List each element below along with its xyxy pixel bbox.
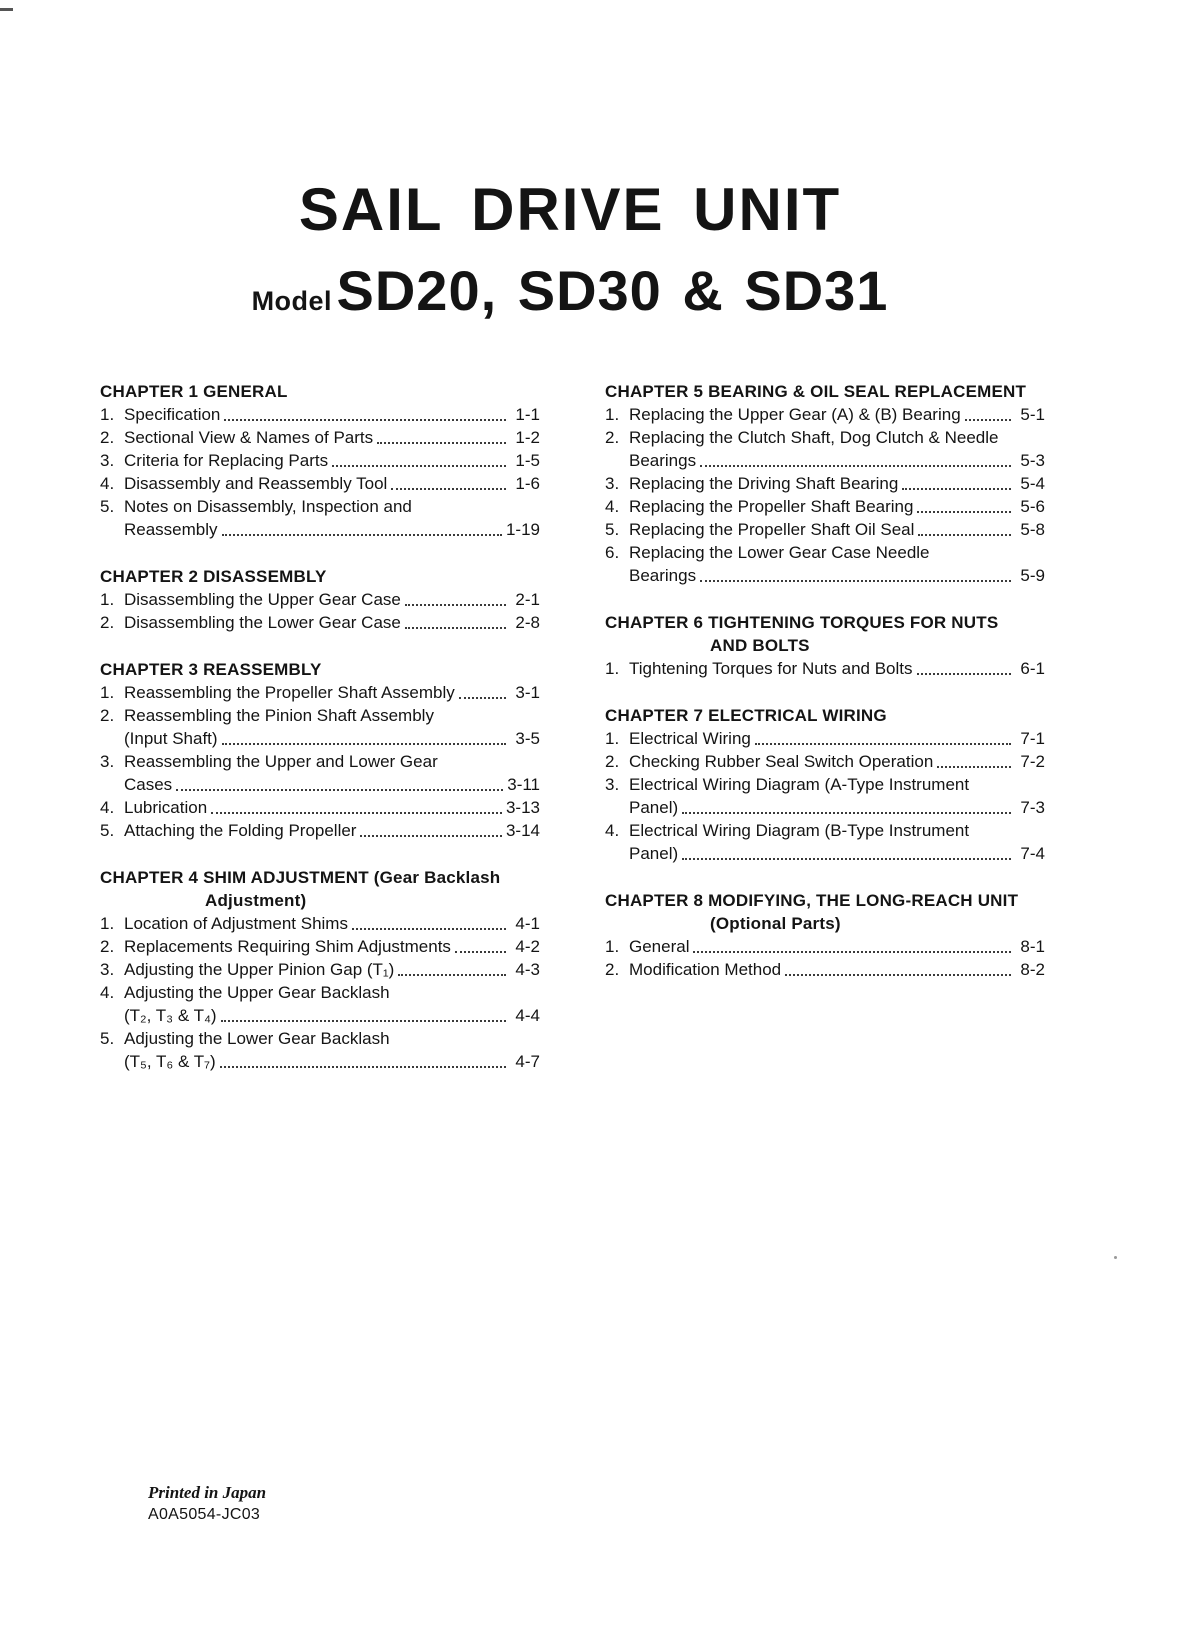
toc-chapter: [605, 889, 1045, 981]
chapter-heading: CHAPTER 7 ELECTRICAL WIRING: [605, 706, 887, 725]
chapter-heading: CHAPTER 4 SHIM ADJUSTMENT (Gear Backlash: [100, 868, 501, 887]
dotted-leader: [689, 935, 1015, 958]
entry-text: Replacements Requiring Shim Adjustments: [124, 937, 451, 956]
dotted-leader: [961, 403, 1015, 426]
toc-entry-line: [100, 681, 540, 704]
model-line: [0, 258, 1140, 323]
dotted-leader: [218, 518, 506, 541]
dotted-leader: [356, 819, 505, 842]
entry-text: Bearings: [629, 566, 697, 585]
entry-number: 2.: [605, 428, 620, 447]
entry-text: Disassembling the Lower Gear Case: [124, 613, 401, 632]
entry-text: Criteria for Replacing Parts: [124, 451, 329, 470]
entry-text: Adjusting the Upper Gear Backlash: [124, 983, 390, 1002]
toc-entry-line: [100, 704, 540, 727]
page-number: 1-5: [515, 451, 540, 470]
entry-text: Electrical Wiring: [629, 729, 751, 748]
toc-chapter: [100, 380, 540, 541]
dotted-leader: [217, 1004, 510, 1027]
dotted-leader: [401, 611, 510, 634]
toc-entry-line: [605, 958, 1045, 981]
entry-text: General: [629, 937, 690, 956]
toc-entry-line: [100, 1027, 540, 1050]
toc-entry-line: [605, 495, 1045, 518]
entry-number: 3.: [100, 960, 115, 979]
page-number: 4-1: [515, 914, 540, 933]
toc-chapter: [100, 866, 540, 1073]
dotted-leader: [216, 1050, 510, 1073]
entry-number: 2.: [100, 706, 115, 725]
toc-entry-line: [605, 842, 1045, 865]
entry-number: 5.: [100, 821, 115, 840]
document-title: SAIL DRIVE UNIT: [298, 176, 842, 243]
chapter-heading: CHAPTER 3 REASSEMBLY: [100, 660, 322, 679]
dotted-leader: [696, 449, 1015, 472]
dotted-leader: [328, 449, 510, 472]
title-block: [0, 178, 1140, 323]
entry-number: 3.: [100, 451, 115, 470]
footer: [148, 1482, 266, 1526]
entry-text: Notes on Disassembly, Inspection and: [124, 497, 412, 516]
entry-text: Attaching the Folding Propeller: [124, 821, 357, 840]
chapter-heading: CHAPTER 1 GENERAL: [100, 382, 288, 401]
page-number: 6-1: [1020, 659, 1045, 678]
model-label: Model: [251, 286, 333, 316]
chapter-heading: (Optional Parts): [710, 914, 841, 933]
entry-text: (Input Shaft): [124, 729, 218, 748]
toc-chapter: [100, 658, 540, 842]
entry-number: 3.: [605, 474, 620, 493]
entry-number: 3.: [605, 775, 620, 794]
entry-number: 2.: [100, 937, 115, 956]
toc-entry-line: [605, 727, 1045, 750]
toc-entry-line: [100, 403, 540, 426]
dotted-leader: [914, 518, 1015, 541]
page-number: 4-4: [515, 1006, 540, 1025]
dotted-leader: [207, 796, 506, 819]
entry-text: Replacing the Propeller Shaft Oil Seal: [629, 520, 915, 539]
page-number: 3-1: [515, 683, 540, 702]
entry-number: 1.: [605, 405, 620, 424]
dotted-leader: [898, 472, 1015, 495]
dotted-leader: [220, 403, 510, 426]
entry-text: Tightening Torques for Nuts and Bolts: [629, 659, 913, 678]
dotted-leader: [348, 912, 510, 935]
toc: [100, 380, 1045, 1097]
toc-entry-line: [605, 541, 1045, 564]
entry-text: Adjusting the Upper Pinion Gap (T₁): [124, 960, 395, 979]
page-number: 8-2: [1020, 960, 1045, 979]
dotted-leader: [401, 588, 510, 611]
toc-entry-line: [100, 935, 540, 958]
page-number: 3-11: [507, 775, 540, 794]
entry-text: Panel): [629, 798, 679, 817]
model-numbers: SD20, SD30 & SD31: [336, 259, 889, 322]
toc-entry-line: [100, 1004, 540, 1027]
page-number: 5-1: [1020, 405, 1045, 424]
page-number: 5-6: [1020, 497, 1045, 516]
entry-number: 6.: [605, 543, 620, 562]
entry-text: Replacing the Propeller Shaft Bearing: [629, 497, 914, 516]
entry-text: Replacing the Clutch Shaft, Dog Clutch & Needle: [629, 428, 999, 447]
entry-number: 1.: [100, 405, 115, 424]
entry-number: 1.: [100, 914, 115, 933]
entry-number: 1.: [605, 937, 620, 956]
dotted-leader: [913, 657, 1016, 680]
toc-entry-line: [605, 796, 1045, 819]
entry-text: Reassembly: [124, 520, 218, 539]
toc-entry-line: [100, 611, 540, 634]
page-number: 4-3: [515, 960, 540, 979]
page-number: 5-4: [1020, 474, 1045, 493]
toc-entry-line: [605, 819, 1045, 842]
entry-text: Replacing the Driving Shaft Bearing: [629, 474, 899, 493]
page-number: 1-19: [505, 520, 540, 539]
page-number: 7-2: [1020, 752, 1045, 771]
toc-entry-line: [605, 426, 1045, 449]
chapter-heading: CHAPTER 5 BEARING & OIL SEAL REPLACEMENT: [605, 382, 1027, 401]
page-number: 4-2: [515, 937, 540, 956]
entry-number: 1.: [100, 590, 115, 609]
entry-text: Modification Method: [629, 960, 782, 979]
entry-number: 4.: [100, 798, 115, 817]
scan-artifact-dash: [0, 8, 13, 11]
toc-entry-line: [100, 912, 540, 935]
entry-text: Cases: [124, 775, 173, 794]
page-number: 7-1: [1020, 729, 1045, 748]
toc-entry-line: [605, 773, 1045, 796]
entry-text: Adjusting the Lower Gear Backlash: [124, 1029, 390, 1048]
page-number: 3-5: [515, 729, 540, 748]
entry-text: (T₂, T₃ & T₄): [124, 1006, 217, 1025]
page-number: 5-8: [1020, 520, 1045, 539]
entry-number: 1.: [605, 729, 620, 748]
toc-entry-line: [605, 750, 1045, 773]
entry-number: 1.: [605, 659, 620, 678]
toc-entry-line: [100, 750, 540, 773]
toc-chapter: [100, 565, 540, 634]
entry-number: 5.: [100, 1029, 115, 1048]
toc-entry-line: [100, 981, 540, 1004]
dotted-leader: [751, 727, 1015, 750]
dotted-leader: [394, 958, 510, 981]
page-number: 2-8: [515, 613, 540, 632]
toc-entry-line: [100, 426, 540, 449]
page-number: 1-6: [515, 474, 540, 493]
printed-in-japan-text: Printed in Japan: [148, 1483, 267, 1502]
toc-entry-line: [100, 958, 540, 981]
dotted-leader: [913, 495, 1015, 518]
toc-entry-line: [100, 773, 540, 796]
page-number: 4-7: [515, 1052, 540, 1071]
entry-number: 1.: [100, 683, 115, 702]
dotted-leader: [678, 842, 1015, 865]
entry-number: 3.: [100, 752, 115, 771]
chapter-heading: AND BOLTS: [710, 636, 810, 655]
entry-text: Reassembling the Propeller Shaft Assembly: [124, 683, 455, 702]
dotted-leader: [933, 750, 1015, 773]
entry-text: Sectional View & Names of Parts: [124, 428, 374, 447]
dotted-leader: [781, 958, 1015, 981]
entry-number: 4.: [100, 983, 115, 1002]
entry-text: Location of Adjustment Shims: [124, 914, 348, 933]
toc-entry-line: [100, 819, 540, 842]
toc-entry-line: [100, 1050, 540, 1073]
page-number: 7-3: [1020, 798, 1045, 817]
entry-number: 2.: [605, 752, 620, 771]
document-code: A0A5054-JC03: [148, 1506, 261, 1523]
entry-text: Lubrication: [124, 798, 208, 817]
toc-entry-line: [100, 449, 540, 472]
page-number: 3-13: [505, 798, 540, 817]
toc-entry-line: [605, 935, 1045, 958]
entry-text: (T₅, T₆ & T₇): [124, 1052, 216, 1071]
entry-text: Replacing the Upper Gear (A) & (B) Bearing: [629, 405, 961, 424]
page-number: 7-4: [1020, 844, 1045, 863]
entry-text: Checking Rubber Seal Switch Operation: [629, 752, 934, 771]
entry-number: 4.: [605, 821, 620, 840]
scan-artifact-dot: [1114, 1256, 1117, 1259]
dotted-leader: [696, 564, 1015, 587]
toc-chapter: [605, 704, 1045, 865]
toc-chapter: [605, 611, 1045, 680]
toc-entry-line: [100, 588, 540, 611]
entry-number: 5.: [605, 520, 620, 539]
toc-entry-line: [100, 518, 540, 541]
page-number: 5-9: [1020, 566, 1045, 585]
page-number: 5-3: [1020, 451, 1045, 470]
toc-column-left: [100, 380, 540, 1097]
toc-entry-line: [100, 495, 540, 518]
entry-number: 2.: [605, 960, 620, 979]
toc-entry-line: [605, 403, 1045, 426]
entry-text: Disassembling the Upper Gear Case: [124, 590, 401, 609]
entry-number: 4.: [605, 497, 620, 516]
entry-number: 2.: [100, 613, 115, 632]
chapter-heading: CHAPTER 2 DISASSEMBLY: [100, 567, 327, 586]
dotted-leader: [373, 426, 510, 449]
toc-entry-line: [605, 564, 1045, 587]
chapter-heading: CHAPTER 8 MODIFYING, THE LONG-REACH UNIT: [605, 891, 1019, 910]
page-number: 3-14: [505, 821, 540, 840]
entry-text: Panel): [629, 844, 679, 863]
page-number: 8-1: [1020, 937, 1045, 956]
entry-text: Disassembly and Reassembly Tool: [124, 474, 388, 493]
entry-text: Reassembling the Upper and Lower Gear: [124, 752, 438, 771]
toc-entry-line: [605, 472, 1045, 495]
toc-entry-line: [605, 518, 1045, 541]
chapter-heading: Adjustment): [205, 891, 307, 910]
dotted-leader: [172, 773, 507, 796]
chapter-heading: CHAPTER 6 TIGHTENING TORQUES FOR NUTS: [605, 613, 999, 632]
entry-number: 5.: [100, 497, 115, 516]
entry-text: Reassembling the Pinion Shaft Assembly: [124, 706, 434, 725]
dotted-leader: [455, 681, 510, 704]
dotted-leader: [678, 796, 1015, 819]
page-number: 1-1: [515, 405, 540, 424]
entry-text: Electrical Wiring Diagram (A-Type Instrument: [629, 775, 970, 794]
toc-entry-line: [605, 657, 1045, 680]
toc-entry-line: [100, 472, 540, 495]
entry-text: Electrical Wiring Diagram (B-Type Instrument: [629, 821, 970, 840]
toc-entry-line: [605, 449, 1045, 472]
entry-text: Bearings: [629, 451, 697, 470]
toc-chapter: [605, 380, 1045, 587]
entry-text: Specification: [124, 405, 221, 424]
dotted-leader: [387, 472, 510, 495]
entry-number: 4.: [100, 474, 115, 493]
toc-column-right: [605, 380, 1045, 1097]
entry-text: Replacing the Lower Gear Case Needle: [629, 543, 930, 562]
dotted-leader: [218, 727, 510, 750]
entry-number: 2.: [100, 428, 115, 447]
page-number: 1-2: [515, 428, 540, 447]
toc-entry-line: [100, 727, 540, 750]
toc-entry-line: [100, 796, 540, 819]
dotted-leader: [451, 935, 510, 958]
page-number: 2-1: [515, 590, 540, 609]
